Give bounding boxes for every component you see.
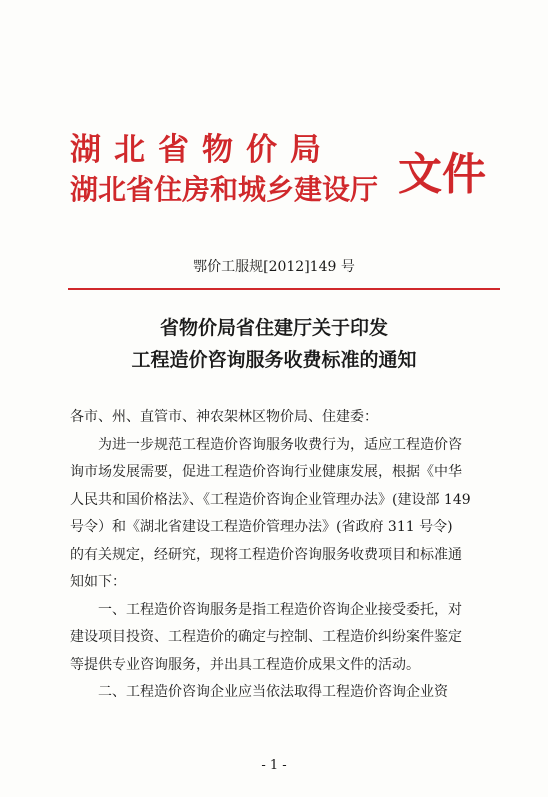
- body-line: 人民共和国价格法》、《工程造价咨询企业管理办法》(建设部 149: [70, 491, 471, 508]
- body-line: 二、工程造价咨询企业应当依法取得工程造价咨询企业资: [98, 684, 448, 700]
- title-line-2: 工程造价咨询服务收费标准的通知: [131, 349, 417, 371]
- body-line: 的有关规定，经研究，现将工程造价咨询服务收费项目和标准通: [70, 546, 462, 563]
- body-line: 号令）和《湖北省建设工程造价管理办法》(省政府 311 号令): [70, 519, 453, 535]
- title-line-1: 省物价局省住建厅关于印发: [159, 317, 388, 339]
- page-number: - 1 -: [261, 758, 287, 773]
- body-line: 知如下：: [70, 574, 126, 590]
- body-line: 一、工程造价咨询服务是指工程造价咨询企业接受委托，对: [98, 601, 462, 618]
- body-line: 等提供专业咨询服务，并出具工程造价成果文件的活动。: [70, 656, 420, 673]
- body-line: 建设项目投资、工程造价的确定与控制、工程造价纠纷案件鉴定: [70, 629, 462, 645]
- red-divider-line: [68, 288, 500, 290]
- issuing-organizations: [70, 130, 378, 210]
- document-title: [0, 312, 548, 376]
- document-type-label: 文件: [398, 149, 486, 200]
- document-number: 鄂价工服规[2012]149 号: [193, 259, 355, 275]
- body-line: 询市场发展需要，促进工程造价咨询行业健康发展，根据《中华: [70, 464, 462, 480]
- salutation: 各市、州、直管市、神农架林区物价局、住建委：: [70, 409, 378, 425]
- body-line: 为进一步规范工程造价咨询服务收费行为，适应工程造价咨: [98, 436, 462, 453]
- org-name-price-bureau: 湖北省物价局: [70, 132, 334, 168]
- document-body: [70, 404, 516, 707]
- org-name-housing-department: 湖北省住房和城乡建设厅: [70, 173, 379, 206]
